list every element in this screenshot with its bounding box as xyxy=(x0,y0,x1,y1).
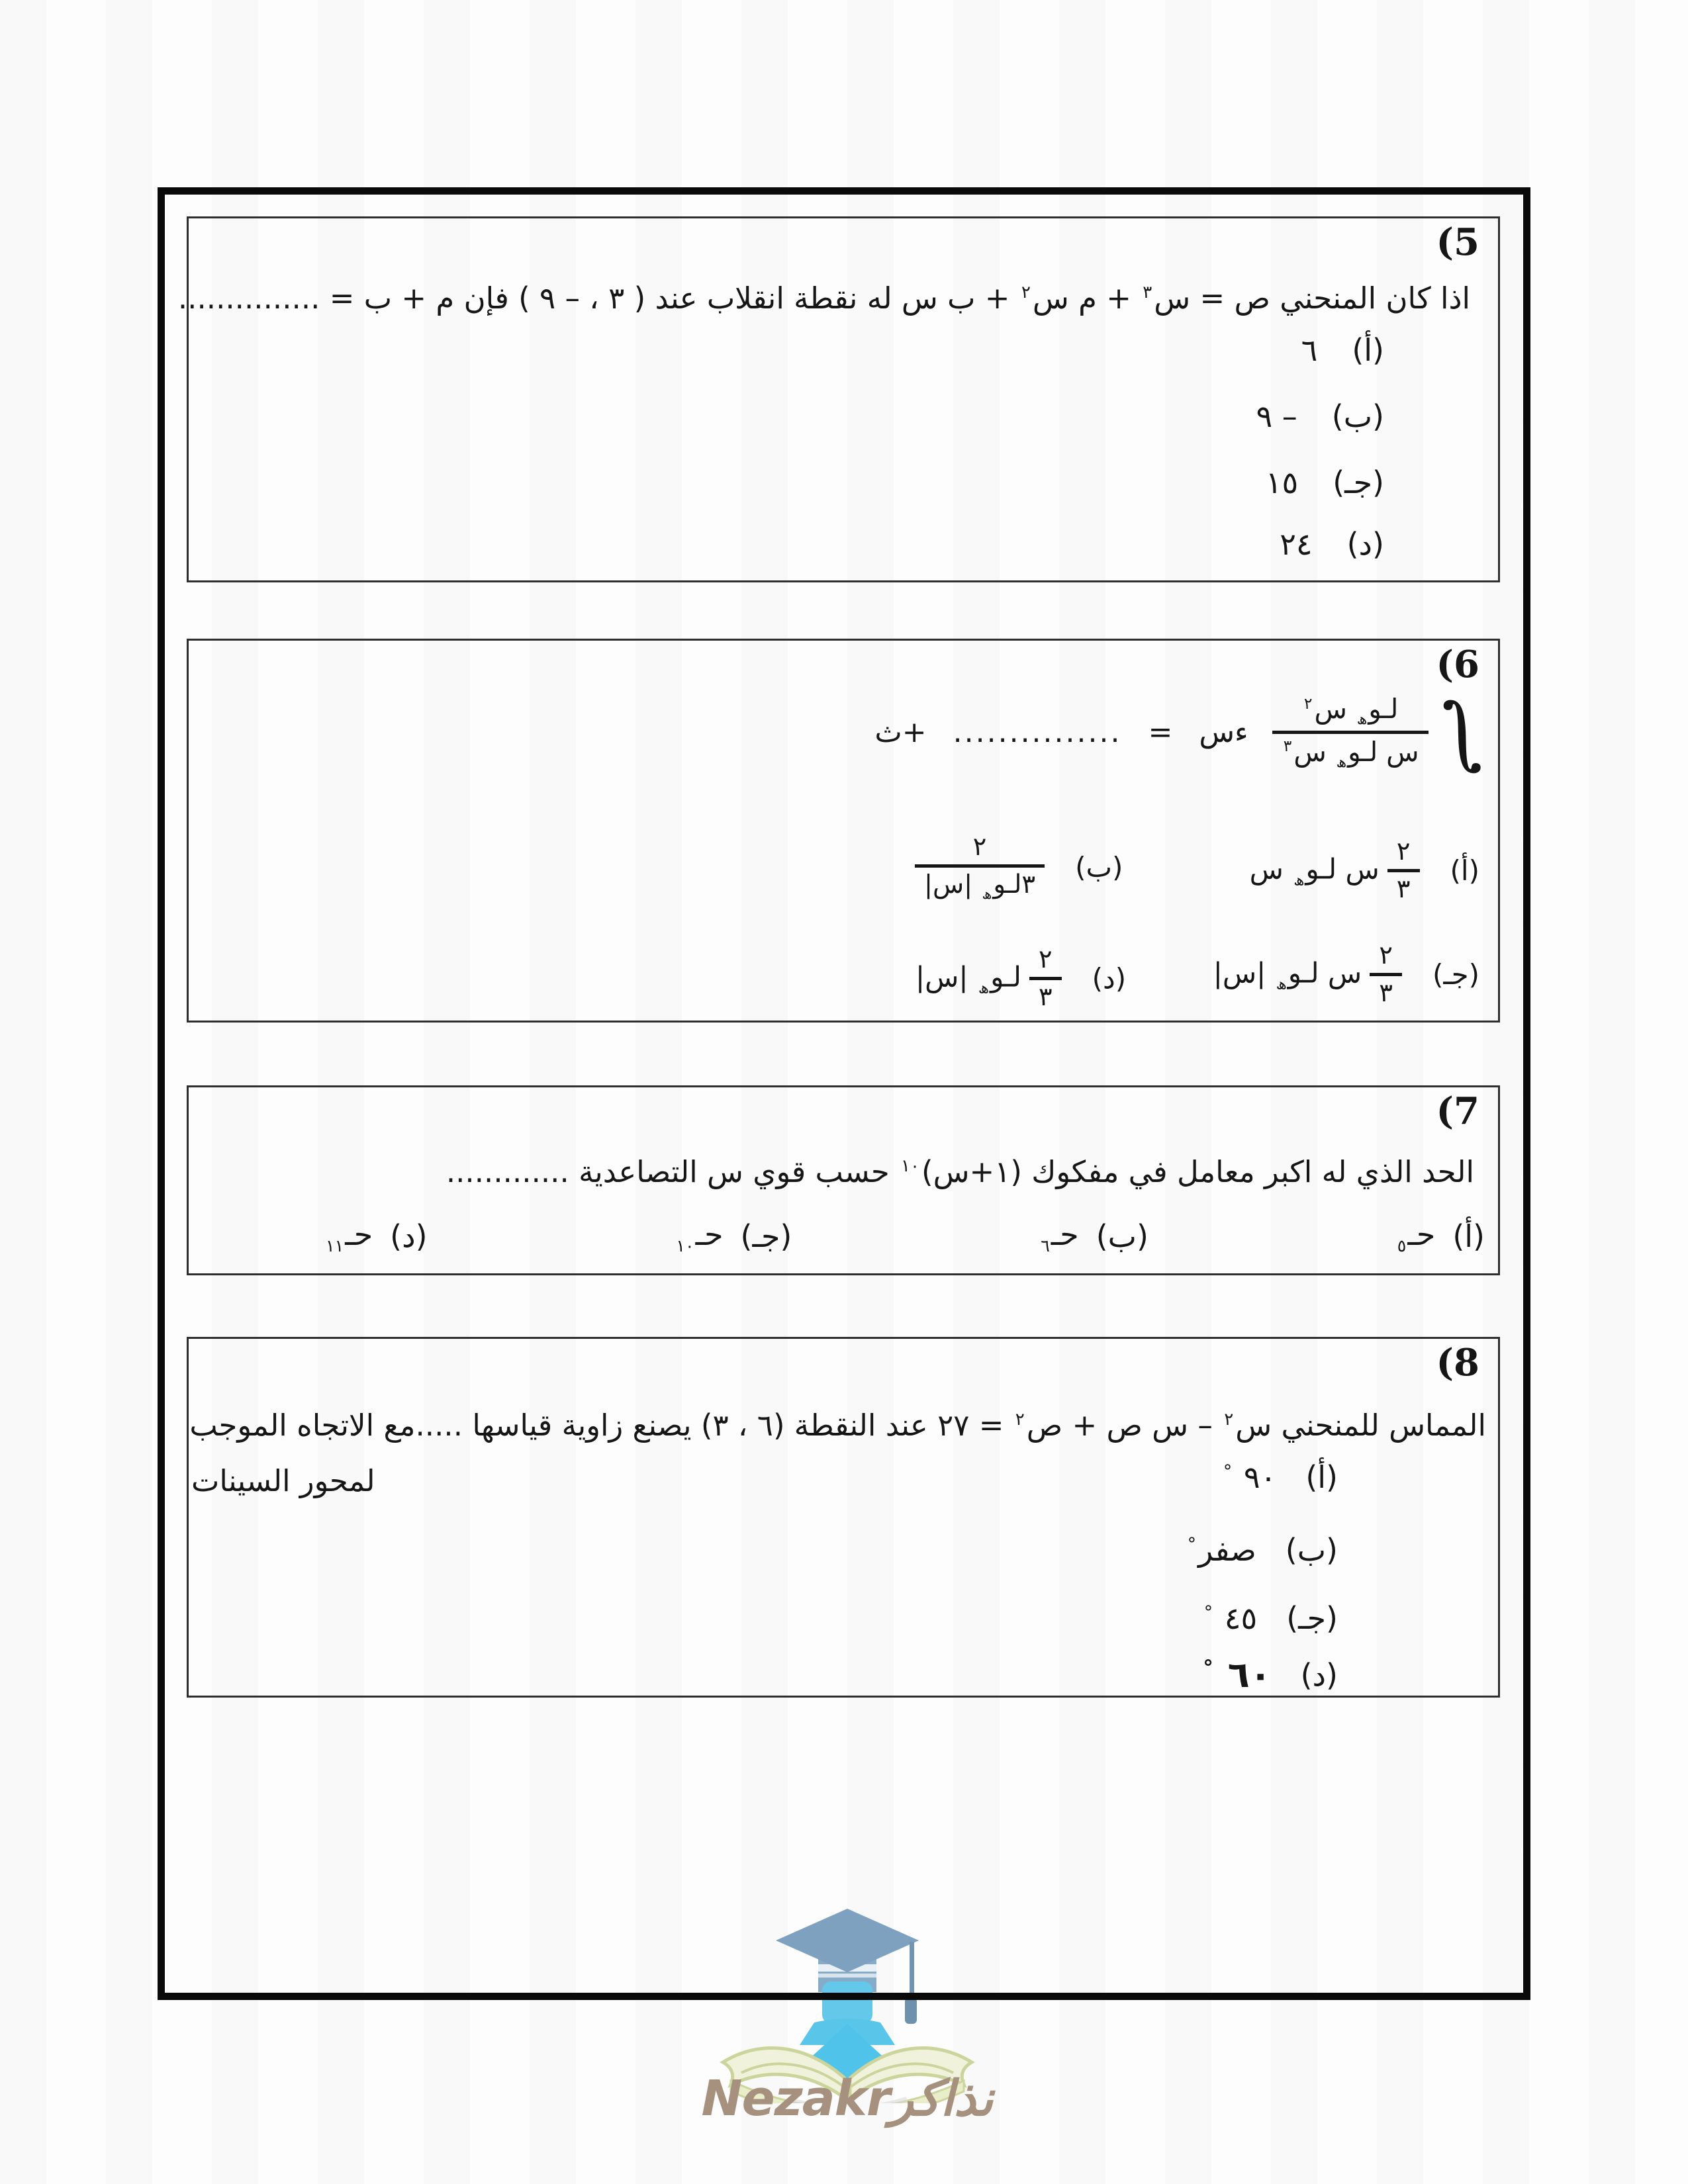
text-segment: ٣ xyxy=(1379,978,1393,1009)
text-segment: ءس xyxy=(1199,715,1248,749)
text-segment: ٢٤ xyxy=(1280,526,1313,562)
option-label: (د) xyxy=(390,1218,428,1254)
option-label: (ب) xyxy=(1075,851,1123,884)
text-segment: ٢ xyxy=(1224,1410,1234,1430)
integral-sign: ∫ xyxy=(1441,686,1482,778)
text-segment: – س ص + ص xyxy=(1026,1408,1223,1443)
text-segment: |س| xyxy=(1213,956,1275,989)
logo-text-arabic: نذاكر xyxy=(890,2070,994,2127)
option-label: (د) xyxy=(1300,1657,1338,1693)
text-segment: س xyxy=(1293,735,1335,768)
text-segment: س لـو xyxy=(1305,852,1380,886)
option-label: (جـ) xyxy=(1432,958,1479,991)
text-segment: ٢ xyxy=(972,832,987,862)
option-label: (أ) xyxy=(1352,332,1384,368)
question-number: (8 xyxy=(1436,1341,1479,1385)
text-segment: ٣ xyxy=(1283,737,1292,756)
text-segment: س xyxy=(1249,852,1293,886)
page-frame xyxy=(158,187,1530,2000)
text-segment: ٦ xyxy=(1301,332,1318,368)
text-segment: + ب س له نقطة انقلاب عند ( ٣ ، – ٩ ) فإن م + ب = ............... xyxy=(177,281,1019,316)
text-segment: حسب قوي س التصاعدية ............. xyxy=(445,1154,900,1189)
text-segment: ............... xyxy=(953,715,1122,749)
text-segment: ٢ xyxy=(1021,283,1031,302)
text-segment: لـو xyxy=(1368,693,1399,725)
option-label: (ب) xyxy=(1331,398,1384,434)
text-segment: س لـو xyxy=(1348,735,1419,768)
option-label: (أ) xyxy=(1452,1218,1485,1254)
text-segment: ٢ xyxy=(1396,837,1411,866)
text-segment: ٣لـو xyxy=(993,870,1036,900)
text-segment: ھ xyxy=(1336,754,1347,772)
tassel-knot xyxy=(905,1997,917,2024)
text-segment: ٦٠ xyxy=(1215,1654,1272,1696)
option-label: (جـ) xyxy=(740,1218,792,1254)
logo-text xyxy=(688,2070,1006,2127)
text-segment: س لـو xyxy=(1288,956,1362,989)
option-label: (د) xyxy=(1346,526,1384,562)
text-segment: ٣ xyxy=(1038,982,1053,1013)
question-text-line2: لمحور السينات xyxy=(191,1463,375,1498)
text-segment: |س| xyxy=(915,960,977,993)
text-segment: ° xyxy=(1187,1533,1197,1555)
text-segment: ٣ xyxy=(1143,283,1152,302)
question-number: (6 xyxy=(1436,643,1479,686)
text-segment: ١٠ xyxy=(676,1236,694,1256)
text-segment: س xyxy=(1314,693,1356,725)
text-segment: ١١ xyxy=(326,1236,344,1256)
text-segment: اذا كان المنحني ص = س xyxy=(1154,281,1470,316)
text-segment: + م س xyxy=(1032,281,1141,316)
text-segment: لـو xyxy=(990,960,1021,993)
text-segment: ° xyxy=(1203,1602,1213,1623)
option-label: (جـ) xyxy=(1286,1600,1338,1636)
option-label: (ب) xyxy=(1285,1532,1338,1568)
text-segment: ٩٠ xyxy=(1234,1459,1277,1495)
text-segment: +ث xyxy=(874,715,927,749)
text-segment: = ٢٧ عند النقطة (٦ ، ٣) يصنع زاوية قياسها .....مع الاتجاه الموجب xyxy=(189,1408,1013,1443)
text-segment: حـ xyxy=(1407,1216,1436,1252)
text-segment: ھ xyxy=(1356,711,1368,729)
text-segment: ٥ xyxy=(1397,1236,1407,1256)
option-label: (أ) xyxy=(1305,1459,1338,1495)
option-label: (ب) xyxy=(1096,1218,1149,1254)
text-segment: حـ xyxy=(345,1216,373,1252)
text-segment: ° xyxy=(1223,1461,1233,1482)
text-segment: ھ xyxy=(1276,975,1287,993)
text-segment: ° xyxy=(1203,1656,1213,1680)
text-segment: المماس للمنحني س xyxy=(1235,1408,1486,1443)
text-segment: ١٠ xyxy=(901,1156,920,1176)
text-segment: ٢ xyxy=(1379,940,1393,970)
text-segment: ٣ xyxy=(1396,874,1411,905)
text-segment: ھ xyxy=(978,979,990,997)
text-segment: ٢ xyxy=(1303,694,1313,713)
question-number: (7 xyxy=(1436,1089,1479,1133)
text-segment: حـ xyxy=(695,1216,724,1252)
text-segment: صفر xyxy=(1198,1532,1256,1568)
logo-text-latin: Nezakr xyxy=(701,2070,890,2127)
text-segment: |س| xyxy=(924,870,981,900)
text-segment: حـ xyxy=(1051,1216,1079,1252)
text-segment: ١٥ xyxy=(1265,465,1299,500)
text-segment: ھ xyxy=(1293,871,1305,889)
text-segment: – ٩ xyxy=(1256,398,1297,434)
text-segment: = xyxy=(1148,715,1173,749)
text-segment: ھ xyxy=(982,886,992,903)
option-label: (أ) xyxy=(1450,854,1479,887)
text-segment: الحد الذي له اكبر معامل في مفكوك (١+س) xyxy=(921,1154,1474,1189)
option-label: (د) xyxy=(1092,962,1127,995)
text-segment: ٢ xyxy=(1015,1410,1025,1430)
text-segment: ٦ xyxy=(1041,1236,1050,1256)
option-label: (جـ) xyxy=(1333,465,1384,500)
text-segment: ٢ xyxy=(1038,944,1053,974)
text-segment: ٤٥ xyxy=(1215,1600,1258,1636)
question-number: (5 xyxy=(1436,220,1479,264)
